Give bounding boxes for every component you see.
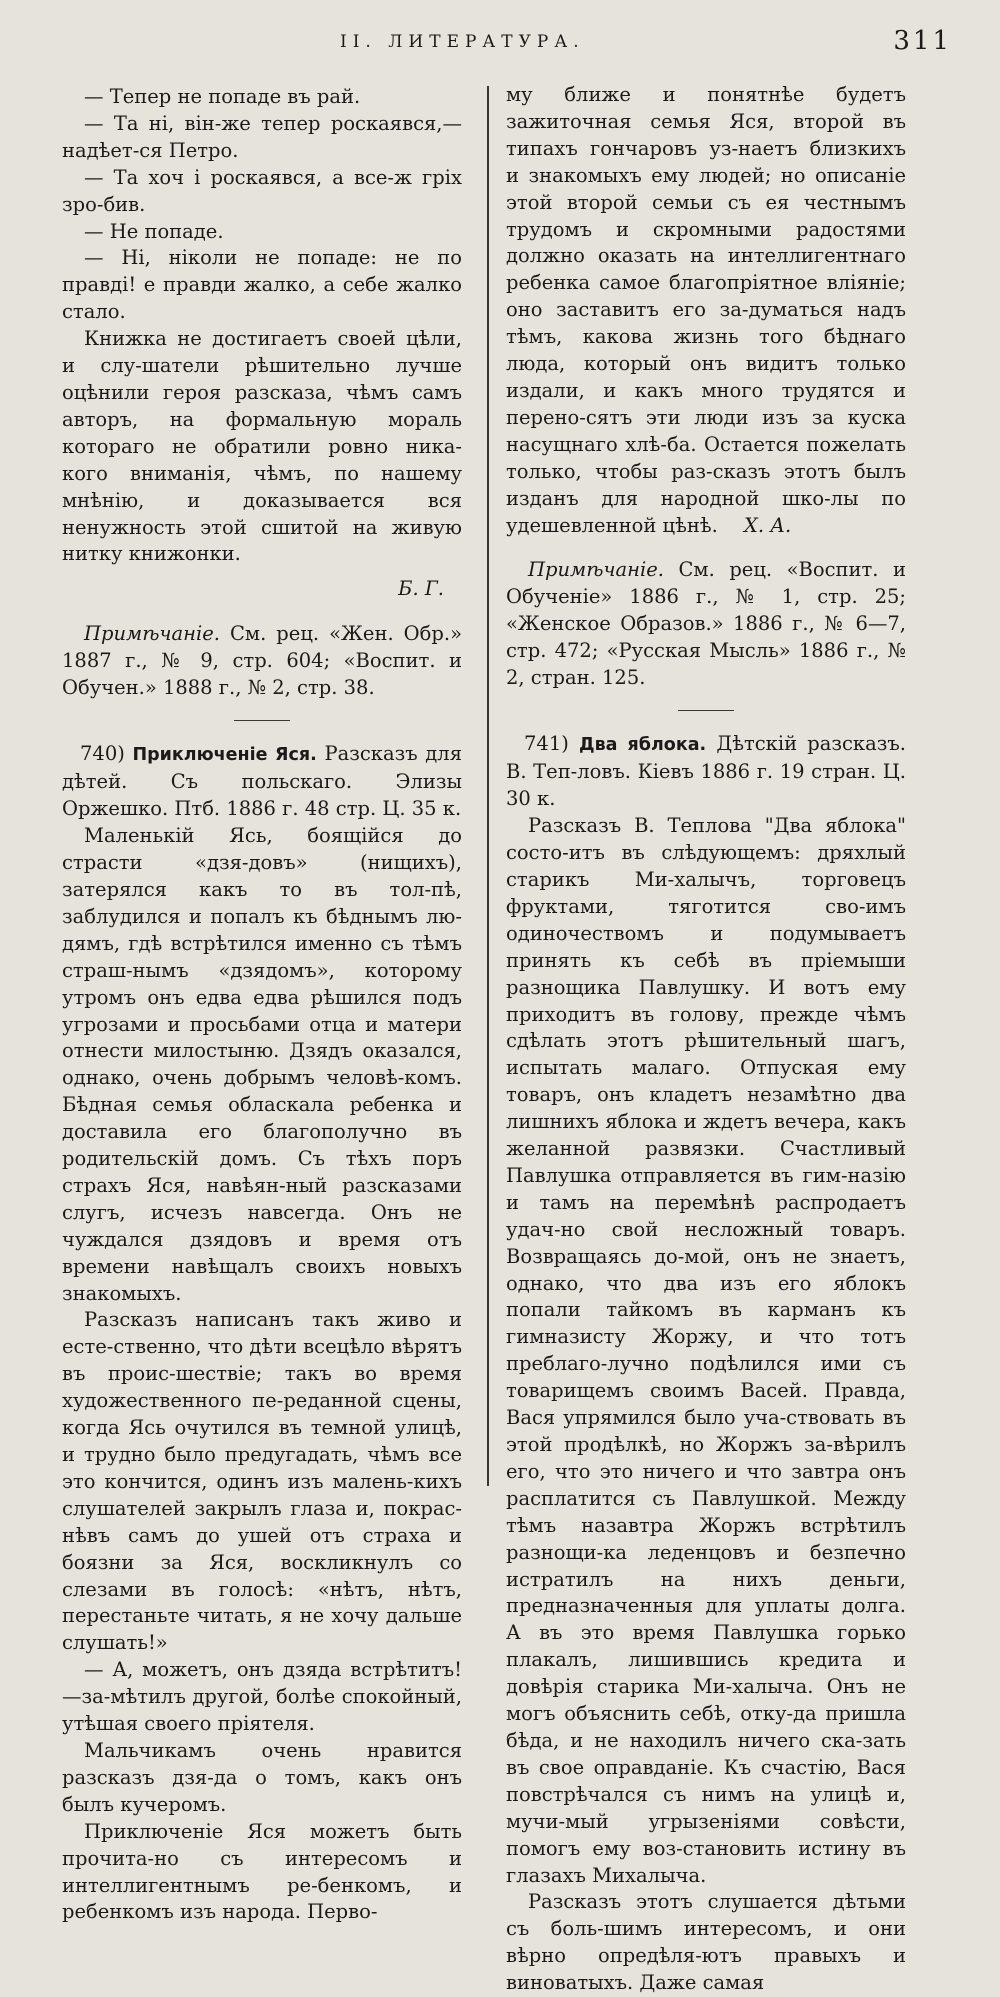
review-signature: Б. Г. xyxy=(398,577,444,601)
body-paragraph: Мальчикамъ очень нравится разсказъ дзя-да о томъ, какъ онъ былъ кучеромъ. xyxy=(62,1738,462,1816)
dialogue-line: — Тепер не попаде въ рай. xyxy=(84,85,361,108)
review-note xyxy=(506,557,906,692)
dialogue-line: — Та хоч i роскаявся, а все-ж грiх зро-бив. xyxy=(62,165,462,216)
section-divider xyxy=(234,720,290,722)
note-text: См. рец. «Воспит. и Обученіе» 1886 г., № 1, стр. 25; «Женское Образов.» 1886 г., № 6—7, стр. 472; «Русская Мысль» 1886 г., № 2, стран. 125. xyxy=(506,558,906,690)
continuation-text: му ближе и понятнѣе будетъ зажиточная семья Яся, второй въ типахъ гончаровъ уз-нaетъ близкихъ и знакомыхъ ему людей; но описаніе этой второй семьи съ ея честнымъ трудомъ и скромными радостями должно оказать на интеллигентнаго ребенка самое благопріятное вліяніе; оно заставитъ его за-думаться надъ тѣмъ, какова жизнь того бѣднаго люда, который онъ видитъ только издали, и какъ много трудятся и перено-сятъ эти люди изъ за куска насущнаго хлѣ-ба. Остается пожелать только, чтобы раз-сказъ этотъ былъ изданъ для народной шко-лы по удешевленной цѣнѣ. xyxy=(506,83,906,537)
note-label: Примѣчаніе. xyxy=(84,622,220,646)
body-paragraph: Маленькiй Ясь, боящійся до страсти «дзя-довъ» (нищихъ), затерялся какъ то въ тол-пѣ, заблудился и попалъ къ бѣднымъ лю-дямъ, гдѣ встрѣтился именно съ тѣмъ страш-нымъ «дзядомъ», которому утромъ онъ едва едва рѣшился подъ угрозами и просьбами отца и матери отнести милостыню. Дзядъ оказался, однако, очень добрымъ человѣ-комъ. Бѣдная семья обласкала ребенка и доставила его благополучно въ родительскій домъ. Съ тѣхъ поръ страхъ Яся, навѣян-ный разсказами слугъ, исчезъ навсегда. Онъ не чуждался дзядовъ и время отъ времени навѣщалъ своихъ новыхъ знакомыхъ. xyxy=(62,824,462,1305)
note-label: Примѣчаніе. xyxy=(528,558,664,582)
left-column xyxy=(62,84,462,1926)
body-paragraph: Разсказъ В. Теплова "Два яблока" состо-итъ въ слѣдующемъ: дряхлый старикъ Ми-халычъ, торговецъ фруктами, тяготится сво-имъ одиночествомъ и подумываетъ принять къ себѣ въ пріемыши разнощика Павлушку. И вотъ ему приходитъ въ голову, прежде чѣмъ сдѣлать этотъ рѣшительный шагъ, испытать малаго. Отпуская ему товаръ, онъ кладетъ незамѣтно два лишнихъ яблока и ждетъ вечера, какъ желанной развязки. Счастливый Павлушка отправляется въ гим-назію и тамъ на перемѣнѣ распродаетъ удач-но свой несложный товаръ. Возвращаясь до-мой, онъ не знаетъ, однако, что два изъ его яблокъ попали тайкомъ въ карманъ къ гимназисту Жоржу, и что тотъ преблаго-лучно подѣлился ими съ товарищемъ своимъ Васей. Правда, Вася упрямился было уча-ствовать въ этой продѣлкѣ, но Жоржъ за-вѣрилъ его, что это ничего и что завтра онъ расплатится съ Павлушкой. Между тѣмъ назавтра Жоржъ встрѣтилъ разнощи-ка леденцовъ и безпечно истратилъ на нихъ деньги, предназначенныя для уплаты долга. А въ это время Павлушка горько плакалъ, лишившись кредита и довѣрія старика Ми-халыча. Онъ не могъ объяснить себѣ, отку-да пришла бѣда, и не находилъ ничего ска-зать въ свое оправданіе. Къ счастію, Вася повстрѣчался съ нимъ на улицѣ и, мучи-мый угрызеніями совѣсти, помогъ ему воз-становить истину въ глазахъ Михалыча. xyxy=(506,814,906,1887)
column-divider xyxy=(487,86,489,1486)
entry-741-heading xyxy=(506,731,906,813)
body-paragraph: Приключеніе Яся можетъ быть прочита-но съ интересомъ и интеллигентнымъ ре-бенкомъ, и ребенкомъ изъ народа. Перво- xyxy=(62,1819,462,1924)
review-note xyxy=(62,621,462,702)
entry-title: Приключеніе Яся. xyxy=(132,745,317,766)
entry-number: 740) xyxy=(80,742,125,766)
body-paragraph: Разсказъ этотъ слушается дѣтьми съ боль-шимъ интересомъ, и они вѣрно опредѣля-ютъ правыхъ и виноватыхъ. Даже самая xyxy=(506,1890,906,1995)
dialogue-line: — Нi, нiколи не попаде: не по правдi! е правди жалко, а себе жалко стало. xyxy=(62,246,462,324)
dialogue-line: — Не попаде. xyxy=(84,219,224,243)
running-head: II. ЛИТЕРАТУРА. xyxy=(340,32,585,52)
entry-details: Разсказъ для дѣтей. Съ польскаго. Элизы Оржешко. Птб. 1886 г. 48 стр. Ц. 35 к. xyxy=(62,742,462,821)
right-column xyxy=(506,82,906,1997)
entry-title: Два яблока. xyxy=(579,735,707,756)
entry-740-heading xyxy=(62,741,462,823)
continuation-signature: Х. А. xyxy=(743,513,792,537)
note-text: См. рец. «Жен. Обр.» 1887 г., № 9, стр. 604; «Воспит. и Обучен.» 1888 г., № 2, стр. 38. xyxy=(62,622,462,700)
continuation-paragraph xyxy=(506,82,906,539)
section-divider xyxy=(678,710,734,712)
dialogue-line: — Та нi, вiн-же тепер роскаявся,—надѣет-ся Петро. xyxy=(62,111,462,162)
page-number: 311 xyxy=(893,26,952,56)
body-paragraph: — А, можетъ, онъ дзяда встрѣтитъ!—за-мѣтилъ другой, болѣе спокойный, утѣшая своего пріятеля. xyxy=(62,1658,462,1736)
review-paragraph: Книжка не достигаетъ своей цѣли, и слу-шатели рѣшительно лучше оцѣнили героя разсказа, чѣмъ самъ авторъ, на формальную мораль котораго не обратили ровно ника-кого вниманія, чѣмъ, по нашему мнѣнію, и доказывается вся ненужность этой сшитой на живую нитку книжонки. xyxy=(62,327,462,566)
entry-details: Дѣтскій разсказъ. В. Теп-ловъ. Кiевъ 1886 г. 19 стран. Ц. 30 к. xyxy=(506,732,906,811)
body-paragraph: Разсказъ написанъ такъ живо и есте-ственно, что дѣти всецѣло вѣрятъ въ проис-шествіе; такъ во время художественного пе-реданной сцены, когда Ясь очутился въ темной улицѣ, и трудно было предугадать, чѣмъ все это кончится, одинъ изъ малень-кихъ слушателей закрылъ глаза и, покрас-нѣвъ самъ до ушей отъ страха и боязни за Яся, воскликнулъ со слезами въ голосѣ: «нѣтъ, нѣтъ, перестаньте читать, я не хочу дальше слушать!» xyxy=(62,1308,462,1655)
page-header xyxy=(60,24,960,64)
entry-number: 741) xyxy=(524,732,569,756)
